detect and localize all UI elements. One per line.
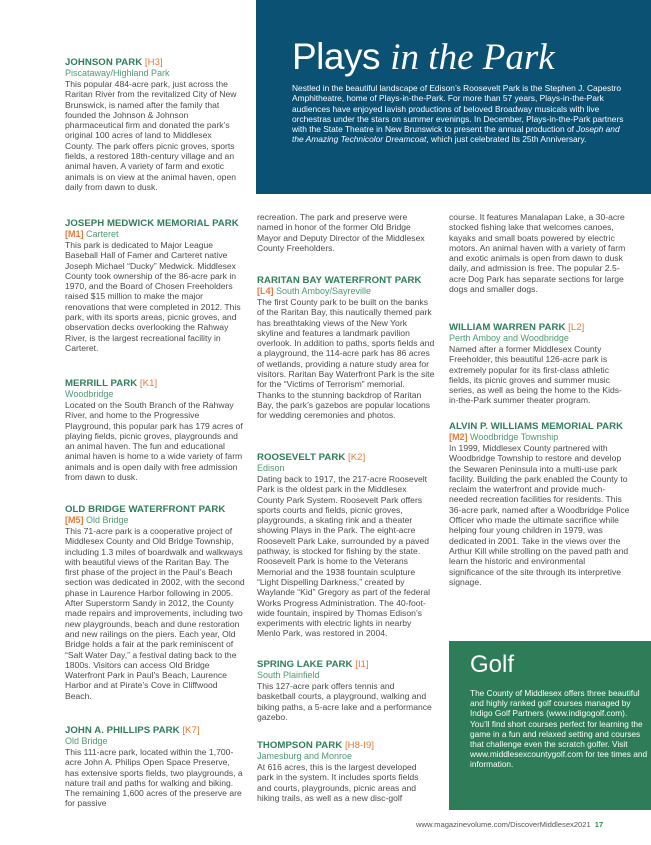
park-description-continued: course. It features Manalapan Lake, a 30-acre stocked fishing lake that welcomes canoes, kayaks and small boats powered by electric motors. An animal haven with a variety of farm and exotic animals is open from dawn to dusk daily, and admission is free. The popular 2.5-acre Dog Park has separate sections for large dogs and smaller dogs. xyxy=(449,212,626,295)
park-title: SPRING LAKE PARK [I1] xyxy=(257,659,369,670)
page-footer xyxy=(416,820,603,829)
park-title: ROOSEVELT PARK [K2] xyxy=(257,452,366,463)
grid-ref: [H8-I9] xyxy=(344,740,375,751)
grid-ref: [K2] xyxy=(348,452,366,463)
park-john-a-phillips xyxy=(65,725,243,809)
plays-body xyxy=(292,83,632,145)
golf-panel xyxy=(449,641,651,810)
grid-ref: [I1] xyxy=(355,659,369,670)
golf-title: Golf xyxy=(470,651,515,678)
grid-ref: [K7] xyxy=(182,725,200,736)
plays-title-serif: in the Park xyxy=(390,37,555,78)
park-location: Woodbridge xyxy=(65,389,114,399)
park-john-a-phillips-continued xyxy=(257,212,435,253)
park-title: RARITAN BAY WATERFRONT PARK xyxy=(257,275,422,286)
park-location: [M2] Woodbridge Township xyxy=(449,432,559,442)
grid-ref: [L2] xyxy=(568,322,585,333)
park-merrill xyxy=(65,378,243,482)
park-location: Piscataway/Highland Park xyxy=(65,68,170,78)
park-description: Named after a former Middlesex County Freeholder, this beautiful 126-acre park is extremely popular for its first-class athletic fields, its picnic groves and summer music series, as well as being the home to the Kids-in-the-Park summer theater program. xyxy=(449,344,622,406)
grid-ref: [M5] xyxy=(65,515,84,525)
park-location: [M5] Old Bridge xyxy=(65,515,129,525)
park-title: MERRILL PARK [K1] xyxy=(65,378,158,389)
park-title: JOSEPH MEDWICK MEMORIAL PARK xyxy=(65,218,239,229)
park-location: Old Bridge xyxy=(65,736,108,746)
park-thompson-continued xyxy=(449,212,629,294)
park-description: Dating back to 1917, the 217-acre Roosevelt Park is the oldest park in the Middlesex County Park System. Roosevelt Park offers sports courts and fields, picnic groves, playgrounds, a skating rink and a theater showing Plays in the Park. The eight-acre Roosevelt Park Lake, surrounded by a paved pathway, is stocked for fishing by the state. Roosevelt Park is home to the Veterans Memorial and the 1938 fountain sculpture “Light Dispelling Darkness,” created by Waylande “Kid” Gregory as part of the federal Works Progress Administration. The 40-foot-wide fountain, inspired by Thomas Edison’s experiments with electric lights in nearby Menlo Park, was restored in 2004. xyxy=(257,474,431,639)
plays-in-the-park-panel xyxy=(256,0,651,194)
park-description: This 127-acre park offers tennis and basketball courts, a playground, walking and biking paths, a 5-acre lake and a performance gazebo. xyxy=(257,681,432,722)
grid-ref: [M1] xyxy=(65,229,84,239)
park-title: THOMPSON PARK [H8-I9] xyxy=(257,740,375,751)
park-joseph-medwick xyxy=(65,218,243,353)
grid-ref: [K1] xyxy=(139,378,158,389)
park-location: [M1] Carteret xyxy=(65,229,119,239)
park-description-continued: recreation. The park and preserve were named in honor of the former Old Bridge Mayor and Deputy Director of the Middlesex County Freeholders. xyxy=(257,212,425,253)
grid-ref: [L4] xyxy=(257,286,274,296)
park-title: JOHNSON PARK [H3] xyxy=(65,57,163,68)
park-spring-lake xyxy=(257,659,435,722)
plays-body-text: Nestled in the beautiful landscape of Edison’s Roosevelt Park is the Stephen J. Capestro Amphitheatre, home of Plays-in-the-Park. For more than 57 years, Plays-in-the-Park audiences have enjoyed lavish productions of beloved Broadway musicals with live orchestras under the stars on summer evenings. In December, Plays-in-the-Park partners with the State Theatre in New Brunswick to present the annual production of xyxy=(292,83,624,135)
park-description: This popular 484-acre park, just across the Raritan River from the revitalized City of New Brunswick, is named after the family that founded the Johnson & Johnson pharmaceutical firm and donated the park’s original 100 acres of land to Middlesex County. The park offers picnic groves, sports fields, a restored 18th-century village and an animal haven. A variety of farm and exotic animals is on view at the animal haven, open daily from dawn to dusk. xyxy=(65,79,237,192)
park-title: OLD BRIDGE WATERFRONT PARK xyxy=(65,504,226,515)
golf-body: The County of Middlesex offers three beautiful and highly ranked golf courses managed by Indigo Golf Partners (www.indigogolf.com). You’ll find short courses perfect for learning the game in a fun and relaxed setting and courses that challenge even the scratch golfer. Visit www.middlesexcountygolf.com for tee times and information. xyxy=(470,688,648,770)
park-location: [L4] South Amboy/Sayreville xyxy=(257,286,372,296)
grid-ref: [H3] xyxy=(144,57,163,68)
park-roosevelt xyxy=(257,452,435,639)
park-description: At 616 acres, this is the largest developed park in the system. It includes sports fields and courts, playgrounds, picnic areas and hiking trails, as well as a new disc-golf xyxy=(257,762,419,803)
page-number: 17 xyxy=(594,820,604,829)
plays-title xyxy=(292,36,555,79)
plays-title-sans: Plays xyxy=(292,36,380,77)
park-description: In 1999, Middlesex County partnered with Woodbridge Township to restore and develop the Sewaren Peninsula into a multi-use park facility. Building the park enabled the County to reclaim the waterfront and provide much-needed recreation facilities for residents. This 36-acre park, named after a Woodbridge Police Officer who made the ultimate sacrifice while helping four young children in 1979, was dedicated in 2001. Take in the views over the Arthur Kill while strolling on the paved path and learn the historic and environmental significance of the site through its interpretive signage. xyxy=(449,443,630,587)
grid-ref: [M2] xyxy=(449,432,468,442)
park-thompson xyxy=(257,740,435,803)
park-location: Jamesburg and Monroe xyxy=(257,751,353,761)
plays-body-text-end: , which just celebrated its 25th Anniversary. xyxy=(426,134,587,145)
park-title: ALVIN P. WILLIAMS MEMORIAL PARK xyxy=(449,421,624,432)
park-raritan-bay-waterfront xyxy=(257,275,435,421)
park-description: Located on the South Branch of the Rahway River, and home to the Progressive Playground, this popular park has 179 acres of playing fields, picnic groves, playgrounds and an animal haven. The fun and educational animal haven is home to a wide variety of farm animals and is open daily with free admission from dawn to dusk. xyxy=(65,400,243,483)
park-description: This 111-acre park, located within the 1,700-acre John A. Philips Open Space Preserve, has extensive sports fields, two playgrounds, a nature trail and paths for walking and biking. The remaining 1,600 acres of the preserve are for passive xyxy=(65,747,243,809)
park-description: The first County park to be built on the banks of the Raritan Bay, this nautically themed park has breathtaking views of the New York skyline and features a landmark pavilion overlook. In addition to paths, sports fields and a playground, the 114-acre park has 86 acres of wetlands, providing a nature study area for visitors. Raritan Bay Waterfront Park is the site for the “Victims of Terrorism” memorial. Thanks to the stunning backdrop of Raritan Bay, the park’s gazebos are popular locations for wedding ceremonies and photos. xyxy=(257,297,435,421)
park-old-bridge-waterfront xyxy=(65,504,245,701)
park-title: JOHN A. PHILLIPS PARK [K7] xyxy=(65,725,200,736)
footer-url[interactable]: www.magazinevolume.com/DiscoverMiddlesex2021 xyxy=(416,820,591,829)
park-location: Perth Amboy and Woodbridge xyxy=(449,333,569,343)
park-alvin-p-williams xyxy=(449,421,631,587)
park-william-warren xyxy=(449,322,629,406)
plays-body-show-title: Joseph and the Amazing Technicolor Dreamcoat xyxy=(292,124,620,145)
park-description: This 71-acre park is a cooperative project of Middlesex County and Old Bridge Township, including 1.3 miles of boardwalk and walkways with beautiful views of the Raritan Bay. The first phase of the project in the Paul’s Beach section was dedicated in 2002, with the second phase in Laurence Harbor following in 2005. After Superstorm Sandy in 2012, the County made repairs and improvements, including two new playgrounds, beach and dune restoration and new railings on the piers. Each year, Old Bridge holds a fair at the park reminiscent of “Salt Water Day,” a festival dating back to the 1800s. Visitors can access Old Bridge Waterfront Park in Paul’s Beach, Laurence Harbor and at Pirate’s Cove in Cliffwood Beach. xyxy=(65,526,245,701)
park-location: South Plainfield xyxy=(257,670,320,680)
park-location: Edison xyxy=(257,463,285,473)
park-johnson xyxy=(65,57,243,192)
park-description: This park is dedicated to Major League Baseball Hall of Famer and Carteret native Joseph Michael “Ducky” Medwick. Middlesex County took ownership of the 86-acre park in 1970, and the Board of Chosen Freeholders raised $15 million to make the major renovations that were completed in 2012. This park, with its sports areas, picnic groves, and observation decks overlooking the Rahway River, is the largest recreational facility in Carteret. xyxy=(65,240,241,353)
park-title: WILLIAM WARREN PARK [L2] xyxy=(449,322,585,333)
